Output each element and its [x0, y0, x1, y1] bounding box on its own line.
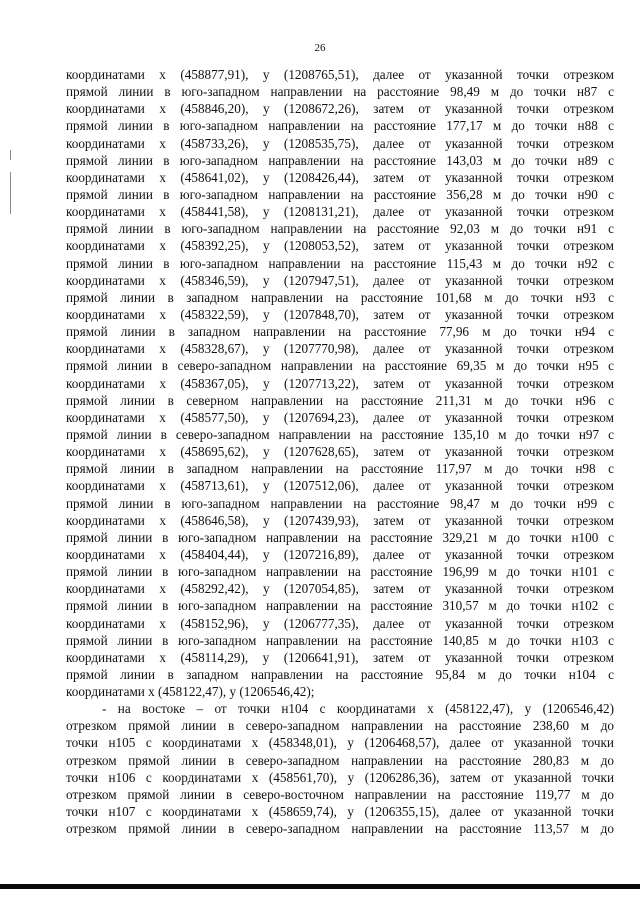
text-line: координатами x (458392,25), у (1208053,52), затем от указанной точки отрезком [66, 238, 614, 254]
text-line: координатами x (458114,29), у (1206641,91), затем от указанной точки отрезком [66, 649, 614, 665]
text-line: точки н107 с координатами x (458659,74), у (1206355,15), далее от указанной точки [66, 804, 614, 820]
text-line: - на востоке – от точки н104 с координатами x (458122,47), у (1206546,42) [102, 701, 614, 717]
text-line: координатами x (458846,20), у (1208672,26), затем от указанной точки отрезком [66, 101, 614, 117]
text-line: отрезком прямой линии в северо-западном направлении на расстояние 113,57 м до [66, 821, 614, 837]
page-bottom-rule [0, 884, 640, 889]
text-line: точки н106 с координатами x (458561,70), у (1206286,36), затем от указанной точки [66, 769, 614, 785]
text-line: прямой линии в юго-западном направлении на расстояние 177,17 м до точки н88 с [66, 118, 614, 134]
text-line: координатами x (458441,58), у (1208131,21), далее от указанной точки отрезком [66, 204, 614, 220]
text-line: прямой линии в юго-западном направлении на расстояние 92,03 м до точки н91 с [66, 221, 614, 237]
paragraph [66, 66, 614, 700]
text-line: координатами x (458346,59), у (1207947,51), далее от указанной точки отрезком [66, 272, 614, 288]
text-line: координатами x (458292,42), у (1207054,85), затем от указанной точки отрезком [66, 581, 614, 597]
text-line: прямой линии в северо-западном направлении на расстояние 69,35 м до точки н95 с [66, 358, 614, 374]
text-line: прямой линии в юго-западном направлении на расстояние 140,85 м до точки н103 с [66, 632, 614, 648]
document-body [66, 66, 614, 837]
text-line: координатами x (458122,47), у (1206546,42); [66, 684, 315, 700]
text-line: координатами x (458877,91), у (1208765,51), далее от указанной точки отрезком [66, 67, 614, 82]
text-line: координатами x (458152,96), у (1206777,35), далее от указанной точки отрезком [66, 615, 614, 631]
text-line: прямой линии в юго-западном направлении на расстояние 310,57 м до точки н102 с [66, 598, 614, 614]
text-line: прямой линии в северо-западном направлении на расстояние 135,10 м до точки н97 с [66, 426, 614, 442]
text-line: координатами x (458641,02), у (1208426,44), затем от указанной точки отрезком [66, 169, 614, 185]
text-line: отрезком прямой линии в северо-западном направлении на расстояние 280,83 м до [66, 752, 614, 768]
text-line: прямой линии в юго-западном направлении на расстояние 115,43 м до точки н92 с [66, 255, 614, 271]
text-line: прямой линии в юго-западном направлении на расстояние 143,03 м до точки н89 с [66, 152, 614, 168]
text-line: координатами x (458695,62), у (1207628,65), затем от указанной точки отрезком [66, 444, 614, 460]
text-line: точки н105 с координатами x (458348,01), у (1206468,57), далее от указанной точки [66, 735, 614, 751]
text-line: отрезком прямой линии в северо-западном направлении на расстояние 238,60 м до [66, 718, 614, 734]
text-line: координатами x (458733,26), у (1208535,75), далее от указанной точки отрезком [66, 135, 614, 151]
page-number: 26 [314, 42, 326, 54]
text-line: координатами x (458367,05), у (1207713,22), затем от указанной точки отрезком [66, 375, 614, 391]
text-line: прямой линии в юго-западном направлении на расстояние 356,28 м до точки н90 с [66, 186, 614, 202]
text-line: прямой линии в западном направлении на расстояние 95,84 м до точки н104 с [66, 666, 614, 682]
text-line: прямой линии в северном направлении на расстояние 211,31 м до точки н96 с [66, 392, 614, 408]
text-line: координатами x (458328,67), у (1207770,98), далее от указанной точки отрезком [66, 341, 614, 357]
text-line: координатами x (458713,61), у (1207512,06), далее от указанной точки отрезком [66, 478, 614, 494]
text-line: координатами x (458404,44), у (1207216,89), далее от указанной точки отрезком [66, 546, 614, 562]
text-line: прямой линии в западном направлении на расстояние 101,68 м до точки н93 с [66, 289, 614, 305]
text-line: координатами x (458322,59), у (1207848,70), затем от указанной точки отрезком [66, 306, 614, 322]
text-line: отрезком прямой линии в северо-восточном направлении на расстояние 119,77 м до [66, 786, 614, 802]
text-line: прямой линии в юго-западном направлении на расстояние 196,99 м до точки н101 с [66, 564, 614, 580]
text-line: координатами x (458646,58), у (1207439,93), затем от указанной точки отрезком [66, 512, 614, 528]
text-line: прямой линии в юго-западном направлении на расстояние 98,47 м до точки н99 с [66, 495, 614, 511]
text-line: прямой линии в юго-западном направлении на расстояние 329,21 м до точки н100 с [66, 529, 614, 545]
margin-mark [10, 172, 11, 214]
text-line: координатами x (458577,50), у (1207694,23), далее от указанной точки отрезком [66, 409, 614, 425]
margin-mark [10, 150, 11, 160]
text-line: прямой линии в западном направлении на расстояние 117,97 м до точки н98 с [66, 461, 614, 477]
text-line: прямой линии в западном направлении на расстояние 77,96 м до точки н94 с [66, 324, 614, 340]
text-line: прямой линии в юго-западном направлении на расстояние 98,49 м до точки н87 с [66, 84, 614, 100]
paragraph [66, 700, 614, 837]
